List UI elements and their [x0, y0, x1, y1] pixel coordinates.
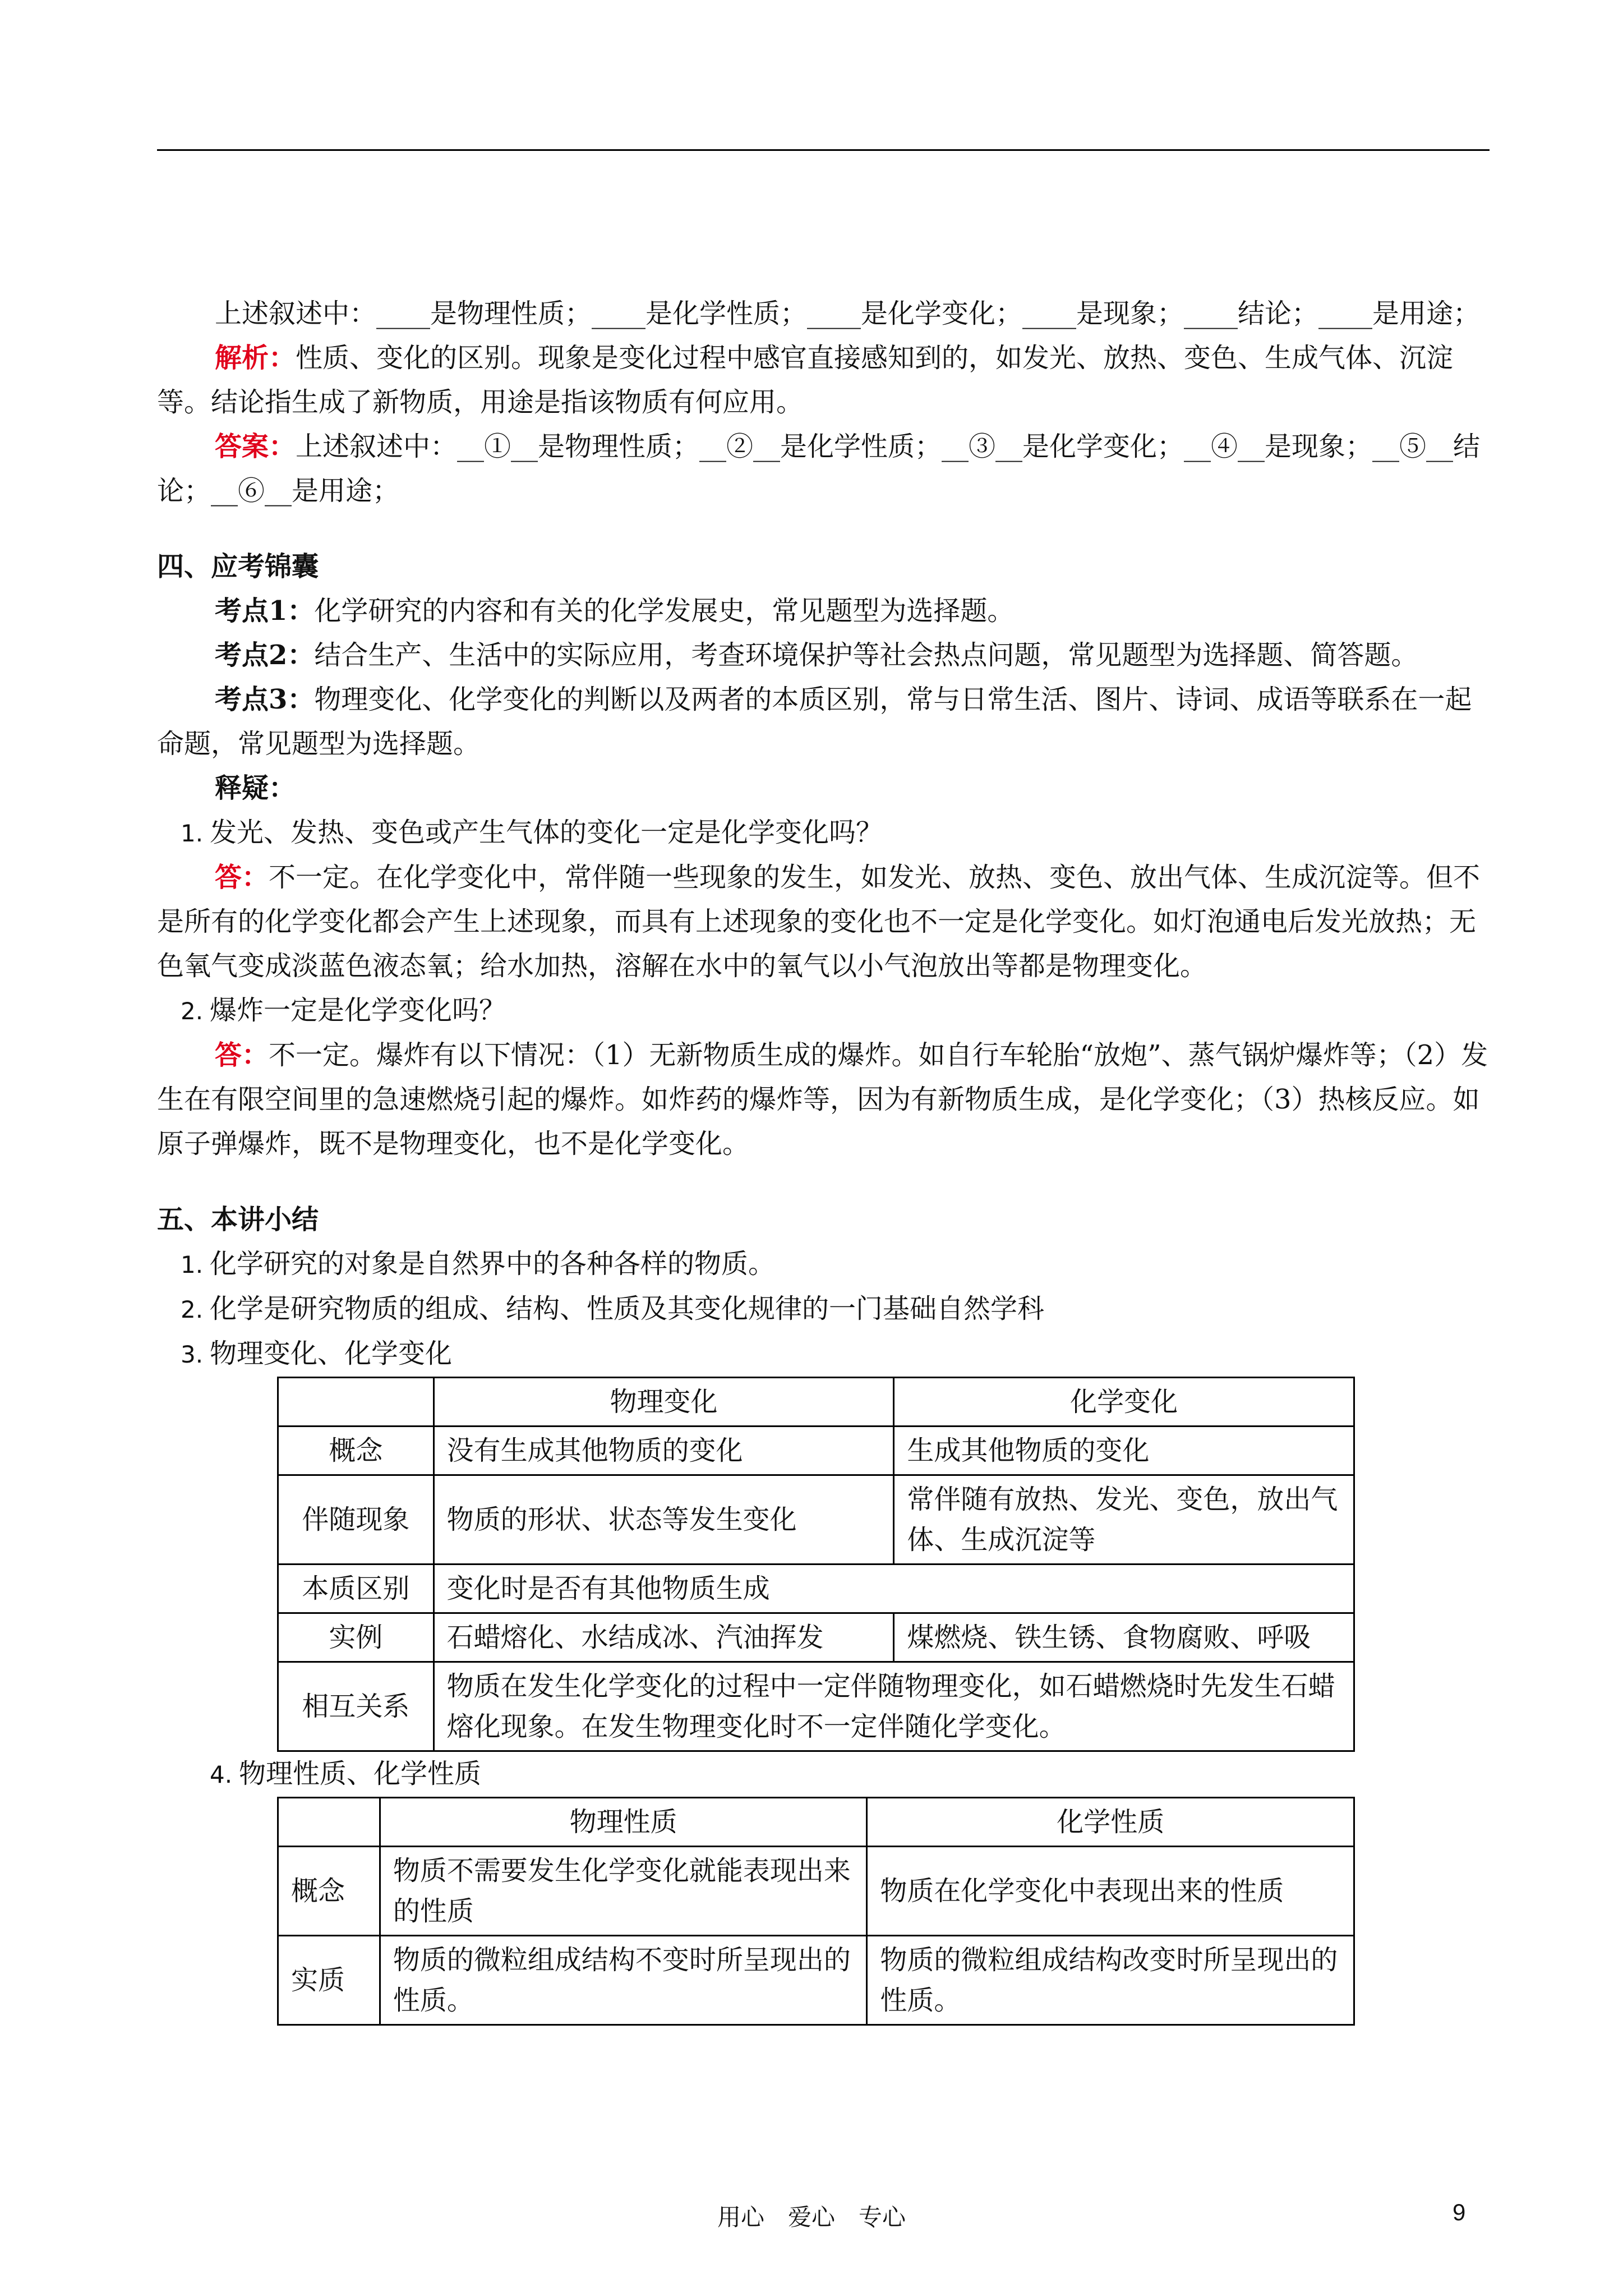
summary-item-1-num: 1.	[181, 1251, 204, 1278]
exam-point-1-text: 化学研究的内容和有关的化学发展史，常见题型为选择题。	[314, 595, 1015, 627]
faq-answer-1	[157, 855, 1490, 988]
summary-item-4	[157, 1752, 1490, 1797]
faq-answer-1-text: 不一定。在化学变化中，常伴随一些现象的发生，如发光、放热、变色、放出气体、生成沉淀等。但不是所有的化学变化都会产生上述现象，而具有上述现象的变化也不一定是化学变化。如灯泡通电后发光放热；无色氧气变成淡蓝色液态氧；给水加热，溶解在水中的氧气以小气泡放出等都是物理变化。	[157, 862, 1481, 982]
table-cell: 物质不需要发生化学变化就能表现出来的性质	[380, 1847, 867, 1936]
page-content	[157, 292, 1490, 2026]
table-header-row	[278, 1798, 1354, 1847]
faq-answer-2	[157, 1033, 1490, 1166]
row-label: 伴随现象	[278, 1475, 434, 1565]
faq-answer-1-label: 答：	[215, 862, 269, 893]
table-cell: 没有生成其他物质的变化	[434, 1427, 894, 1475]
table-cell: 煤燃烧、铁生锈、食物腐败、呼吸	[894, 1613, 1354, 1662]
analysis-label: 解析：	[215, 342, 296, 374]
intro-question: 上述叙述中：____是物理性质；____是化学性质；____是化学变化；____是现象；____结论；____是用途；	[215, 298, 1481, 329]
section4-title: 四、应考锦囊	[157, 551, 319, 582]
table-row	[278, 1427, 1354, 1475]
change-comparison-table	[277, 1377, 1355, 1752]
summary-item-3	[157, 1332, 1490, 1377]
table-cell: 常伴随有放热、发光、变色，放出气体、生成沉淀等	[894, 1475, 1354, 1565]
summary-item-4-text: 物理性质、化学性质	[239, 1758, 482, 1789]
faq-question-2-num: 2.	[181, 997, 204, 1025]
row-label: 实例	[278, 1613, 434, 1662]
exam-point-2	[157, 633, 1490, 678]
table-cell: 石蜡熔化、水结成冰、汽油挥发	[434, 1613, 894, 1662]
table-row	[278, 1847, 1354, 1936]
table-cell: 物质在发生化学变化的过程中一定伴随物理变化，如石蜡燃烧时先发生石蜡熔化现象。在发生物理变化时不一定伴随化学变化。	[434, 1662, 1354, 1751]
exam-point-2-label: 考点2：	[215, 639, 315, 671]
summary-item-3-text: 物理变化、化学变化	[210, 1338, 453, 1369]
summary-item-2-num: 2.	[181, 1296, 204, 1323]
table-header-cell: 化学变化	[894, 1378, 1354, 1427]
property-comparison-table	[277, 1797, 1355, 2026]
table-header-cell	[278, 1378, 434, 1427]
table-row	[278, 1662, 1354, 1751]
faq-question-2-text: 爆炸一定是化学变化吗？	[210, 995, 506, 1026]
answer-label: 答案：	[215, 431, 296, 462]
row-label: 本质区别	[278, 1565, 434, 1613]
table-header-cell: 物理变化	[434, 1378, 894, 1427]
summary-item-1-text: 化学研究的对象是自然界中的各种各样的物质。	[210, 1248, 776, 1280]
exam-point-3	[157, 678, 1490, 766]
table-row	[278, 1475, 1354, 1565]
exam-point-3-text: 物理变化、化学变化的判断以及两者的本质区别，常与日常生活、图片、诗词、成语等联系在一起命题，常见题型为选择题。	[157, 684, 1472, 760]
faq-answer-2-text: 不一定。爆炸有以下情况：（1）无新物质生成的爆炸。如自行车轮胎“放炮”、蒸气锅炉爆炸等；（2）发生在有限空间里的急速燃烧引起的爆炸。如炸药的爆炸等，因为有新物质生成，是化学变化；（3）热核反应。如原子弹爆炸，既不是物理变化，也不是化学变化。	[157, 1039, 1488, 1159]
table-header-cell: 物理性质	[380, 1798, 867, 1847]
faq-answer-2-label: 答：	[215, 1039, 269, 1071]
table-cell: 物质的形状、状态等发生变化	[434, 1475, 894, 1565]
exam-point-2-text: 结合生产、生活中的实际应用，考查环境保护等社会热点问题，常见题型为选择题、简答题。	[314, 639, 1418, 671]
summary-item-4-num: 4.	[210, 1761, 233, 1788]
table-header-row	[278, 1378, 1354, 1427]
summary-item-1	[157, 1242, 1490, 1287]
intro-answer	[157, 425, 1490, 513]
page-number: 9	[1453, 2199, 1466, 2225]
table-header-cell: 化学性质	[867, 1798, 1354, 1847]
footer-motto: 用心 爱心 专心	[717, 2203, 906, 2231]
faq-question-1-num: 1.	[181, 820, 204, 847]
faq-question-2	[157, 988, 1490, 1033]
summary-item-3-num: 3.	[181, 1341, 204, 1368]
answer-text: 上述叙述中：__①__是物理性质；__②__是化学性质；__③__是化学变化；__④__是现象；__⑤__结论；__⑥__是用途；	[157, 431, 1481, 507]
exam-point-1-label: 考点1：	[215, 595, 315, 627]
faq-question-1-text: 发光、发热、变色或产生气体的变化一定是化学变化吗？	[210, 817, 883, 848]
exam-point-3-label: 考点3：	[215, 684, 315, 715]
table-row	[278, 1936, 1354, 2025]
table-cell: 变化时是否有其他物质生成	[434, 1565, 1354, 1613]
header-rule	[157, 149, 1490, 151]
row-label: 概念	[278, 1847, 380, 1936]
table-cell: 物质在化学变化中表现出来的性质	[867, 1847, 1354, 1936]
row-label: 概念	[278, 1427, 434, 1475]
intro-analysis	[157, 336, 1490, 425]
row-label: 相互关系	[278, 1662, 434, 1751]
analysis-text: 性质、变化的区别。现象是变化过程中感官直接感知到的，如发光、放热、变色、生成气体、沉淀等。结论指生成了新物质，用途是指该物质有何应用。	[157, 342, 1454, 418]
table-cell: 物质的微粒组成结构改变时所呈现出的性质。	[867, 1936, 1354, 2025]
table-cell: 物质的微粒组成结构不变时所呈现出的性质。	[380, 1936, 867, 2025]
faq-question-1	[157, 811, 1490, 855]
table-header-cell	[278, 1798, 380, 1847]
section5-title: 五、本讲小结	[157, 1204, 319, 1235]
summary-item-2-text: 化学是研究物质的组成、结构、性质及其变化规律的一门基础自然学科	[210, 1293, 1045, 1324]
table-cell: 生成其他物质的变化	[894, 1427, 1354, 1475]
summary-item-2	[157, 1287, 1490, 1332]
row-label: 实质	[278, 1936, 380, 2025]
exam-point-1	[157, 589, 1490, 633]
table-row	[278, 1613, 1354, 1662]
faq-label: 释疑：	[215, 772, 296, 804]
table-row	[278, 1565, 1354, 1613]
